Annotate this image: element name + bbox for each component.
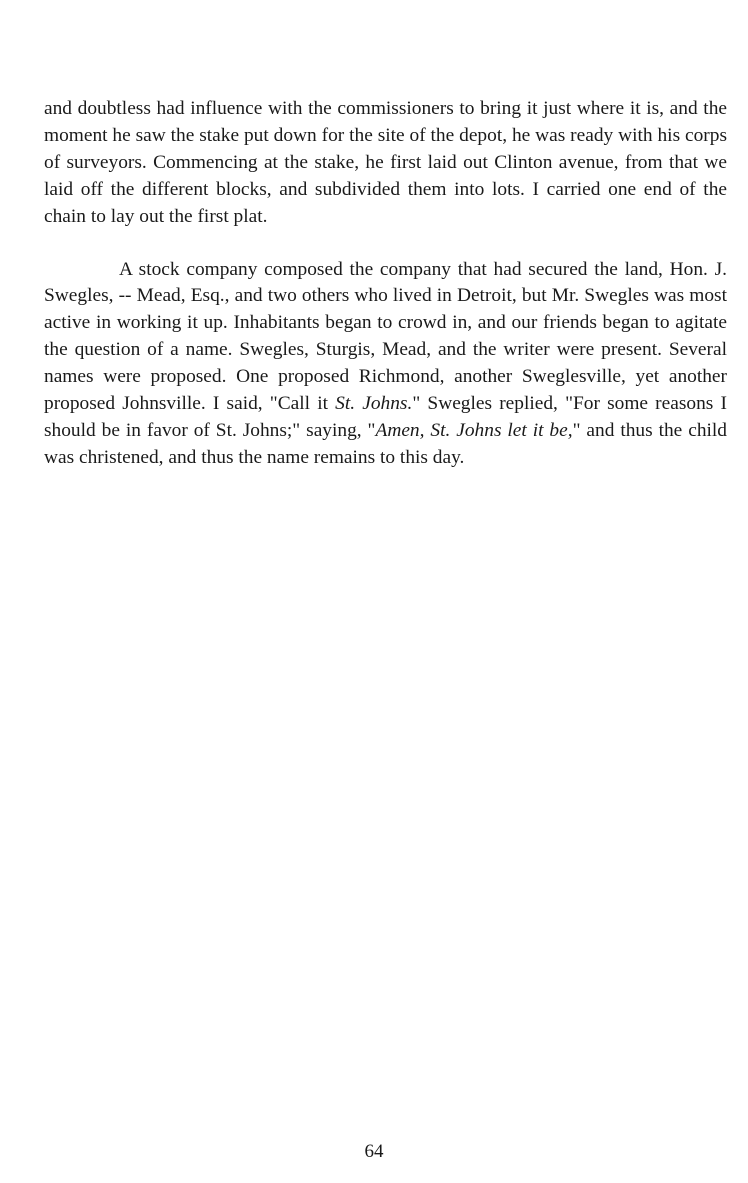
body-text — [44, 96, 727, 472]
paragraph-text: A stock company composed the company that had secured the land, Hon. J. Swegles, -- Mead, Esq., and two others who lived in Detroit, but Mr. Swegles was most active in working it up. Inhabitants began to crowd in, and our friends began to agitate the question of a name. Swegles, Sturgis, Mead, and the writer were present. Several names were proposed. One proposed Richmond, another Sweglesville, yet another proposed Johnsville. I said, "Call it — [44, 258, 727, 415]
paragraph-text: " Swegles replied, "For some reasons I should be in favor of St. Johns;" saying, " — [44, 393, 727, 441]
paragraph-text: " and thus the child was christened, and thus the name remains to this day. — [44, 419, 727, 468]
page-number: 64 — [364, 1141, 384, 1162]
paragraph — [44, 96, 727, 231]
paragraph — [44, 257, 727, 472]
italic-quote: Amen, St. Johns let it be, — [375, 419, 573, 441]
italic-place-name: St. Johns. — [335, 393, 413, 415]
paragraph-text: and doubtless had influence with the commissioners to bring it just where it is, and the moment he saw the stake put down for the site of the depot, he was ready with his corps of surveyors. Commencing at the stake, he first laid out Clinton avenue, from that we laid off the different blocks, and subdivided them into lots. I carried one end of the chain to lay out the first plat. — [44, 98, 727, 227]
